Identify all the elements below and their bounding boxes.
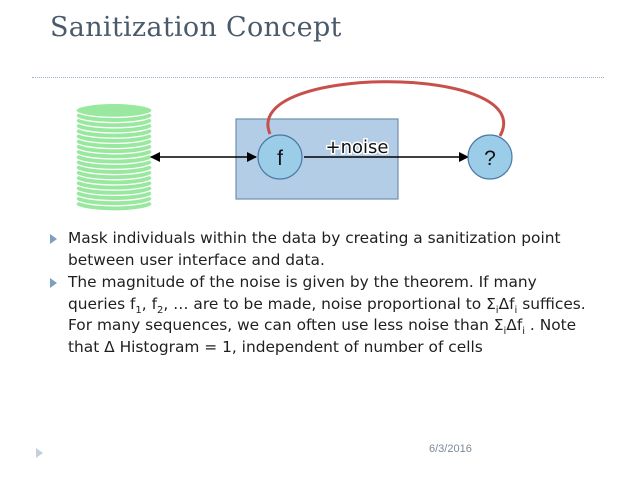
footer-date: 6/3/2016 [429,443,472,455]
bullet-arrow-icon [50,234,57,244]
output-label: ? [484,147,496,170]
bullet-arrow-icon [50,278,57,288]
corner-arrow-icon [36,448,43,458]
database-disk [76,103,152,117]
bullet-list [50,228,590,359]
noise-label: +noise [325,137,389,158]
bullet-text: Mask individuals within the data by creating a sanitization point between user interface and data. [68,229,561,269]
bullet-item [50,228,590,271]
database-icon [76,103,152,211]
slide-title: Sanitization Concept [50,12,342,43]
bullet-item [50,272,590,358]
function-label: f [277,147,283,170]
bullet-text: The magnitude of the noise is given by the theorem. If many queries $f_1$, $f_2$, … are to be made, noise proportional to $\Sigma_i\Delta f_i$ suffices. For many sequences, we can often use less noise than $\Sigma_i\Delta f_i$ . Note that Δ Histogram = 1, independent of number of cells [68,273,586,356]
